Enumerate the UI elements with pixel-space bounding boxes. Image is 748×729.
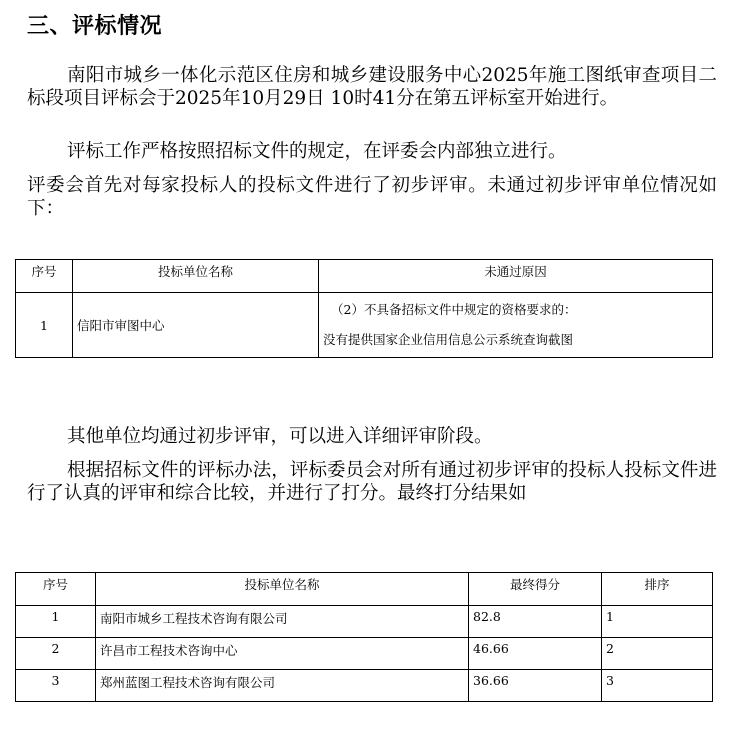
cell-bidder-name: 信阳市审图中心 [73, 293, 319, 358]
cell-final-score: 82.8 [469, 606, 602, 638]
paragraph-scoring: 根据招标文件的评标办法，评标委员会对所有通过初步评审的投标人投标文件进行了认真的评审和综合比较，并进行了打分。最终打分结果如 [27, 460, 717, 504]
header-bidder-name: 投标单位名称 [73, 260, 319, 293]
cell-serial-number: 1 [16, 606, 96, 638]
header-rank: 排序 [602, 573, 713, 606]
table-header-row [16, 260, 713, 293]
table-row [16, 670, 713, 702]
header-final-score: 最终得分 [469, 573, 602, 606]
header-failure-reason: 未通过原因 [319, 260, 713, 293]
table-row [16, 606, 713, 638]
header-serial-number: 序号 [16, 573, 96, 606]
failed-bidders-table [15, 259, 713, 358]
table-row [16, 638, 713, 670]
paragraph-others-passed: 其他单位均通过初步评审，可以进入详细评审阶段。 [67, 426, 493, 447]
cell-failure-reason [319, 293, 713, 358]
cell-serial-number: 1 [16, 293, 73, 358]
cell-rank: 1 [602, 606, 713, 638]
section-heading: 三、评标情况 [27, 14, 163, 39]
table-row [16, 293, 713, 358]
cell-serial-number: 3 [16, 670, 96, 702]
paragraph-preliminary-review: 评委会首先对每家投标人的投标文件进行了初步评审。未通过初步评审单位情况如下： [27, 175, 717, 219]
cell-serial-number: 2 [16, 638, 96, 670]
header-serial-number: 序号 [16, 260, 73, 293]
paragraph-meeting-info: 南阳市城乡一体化示范区住房和城乡建设服务中心2025年施工图纸审查项目二标段项目评标会于2025年10月29日 10时41分在第五评标室开始进行。 [27, 65, 717, 109]
table-header-row [16, 573, 713, 606]
final-score-table [15, 572, 713, 702]
failure-reason-line-1: （2）不具备招标文件中规定的资格要求的： [331, 302, 577, 317]
cell-bidder-name: 南阳市城乡工程技术咨询有限公司 [96, 606, 469, 638]
failure-reason-line-2: 没有提供国家企业信用信息公示系统查询截图 [323, 332, 574, 347]
cell-final-score: 36.66 [469, 670, 602, 702]
cell-rank: 3 [602, 670, 713, 702]
header-bidder-name: 投标单位名称 [96, 573, 469, 606]
paragraph-procedure: 评标工作严格按照招标文件的规定，在评委会内部独立进行。 [67, 141, 567, 162]
cell-rank: 2 [602, 638, 713, 670]
cell-bidder-name: 郑州蓝图工程技术咨询有限公司 [96, 670, 469, 702]
cell-bidder-name: 许昌市工程技术咨询中心 [96, 638, 469, 670]
cell-final-score: 46.66 [469, 638, 602, 670]
